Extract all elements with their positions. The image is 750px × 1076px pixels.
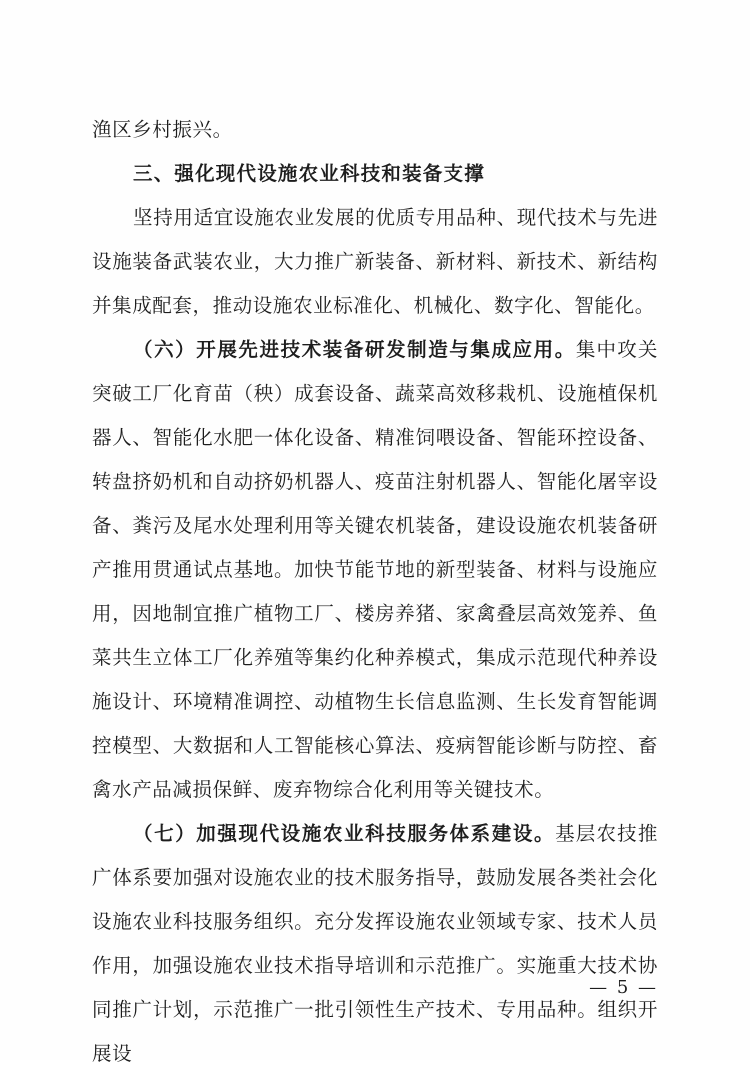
document-body [92,108,658,1076]
paragraph-item-six [92,328,658,812]
item-six-body-text: 集中攻关突破工厂化育苗（秧）成套设备、蔬菜高效移栽机、设施植保机器人、智能化水肥一体化设备、精准饲喂设备、智能环控设备、转盘挤奶机和自动挤奶机器人、疫苗注射机器人、智能化屠宰设备、粪污及尾水处理利用等关键农机装备，建设设施农机装备研产推用贯通试点基地。加快节能节地的新型装备、材料与设施应用，因地制宜推广植物工厂、楼房养猪、家禽叠层高效笼养、鱼菜共生立体工厂化养殖等集约化种养模式，集成示范现代种养设施设计、环境精准调控、动植物生长信息监测、生长发育智能调控模型、大数据和人工智能核心算法、疫病智能诊断与防控、畜禽水产品减损保鲜、废弃物综合化利用等关键技术。 [92,338,658,801]
item-six-lead-label: （六）开展先进技术装备研发制造与集成应用。 [133,338,576,361]
item-seven-lead-label: （七）加强现代设施农业科技服务体系建设。 [133,822,556,845]
paragraph-item-seven [92,812,658,1076]
paragraph-section-intro: 坚持用适宜设施农业发展的优质专用品种、现代技术与先进设施装备武装农业，大力推广新装备、新材料、新技术、新结构并集成配套，推动设施农业标准化、机械化、数字化、智能化。 [92,206,658,317]
page-number: — 5 — [589,977,658,998]
item-seven-body-text: 基层农技推广体系要加强对设施农业的技术服务指导，鼓励发展各类社会化设施农业科技服务组织。充分发挥设施农业领域专家、技术人员作用，加强设施农业技术指导培训和示范推广。实施重大技术协同推广计划，示范推广一批引领性生产技术、专用品种。组织开展设 [92,822,658,1065]
section-heading-three: 三、强化现代设施农业科技和装备支撑 [133,162,485,185]
paragraph-continuation: 渔区乡村振兴。 [92,118,233,141]
